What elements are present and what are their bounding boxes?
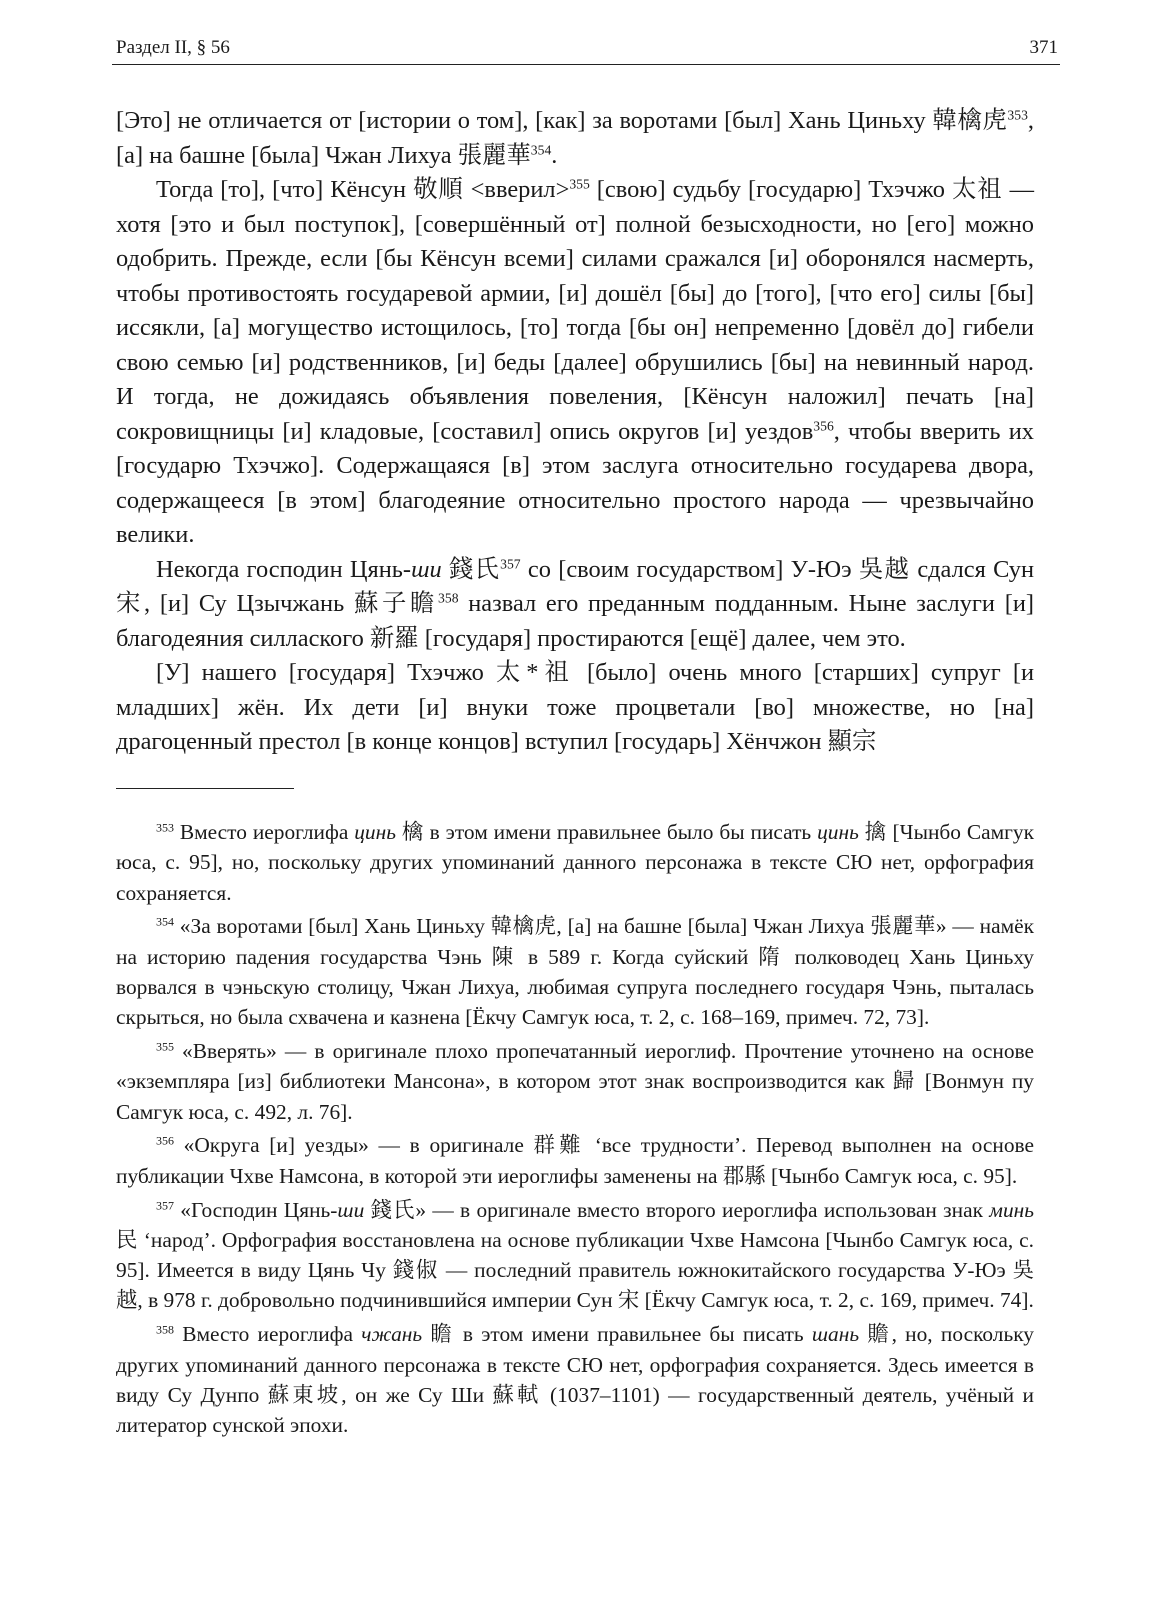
running-header <box>116 36 1058 66</box>
paragraph: [Это] не отличается от [истории о том], [как] за воротами [был] Хань Циньху 韓檎虎$^{353}$, [а] на башне [была] Чжан Лихуа 張麗華$^{354}$. <box>116 107 1034 169</box>
footnotes <box>116 817 1034 1444</box>
footnote-separator <box>116 788 294 789</box>
footnote: $^{357}$ «Господин Цянь-ши 錢氏» — в оригинале вместо второго иероглифа использован знак минь 民 ‘народ’. Орфография восстановлена на основе публикации Чхве Намсона [Чынбо Самгук юса, с. 95]. Имеется в виду Цянь Чу 錢俶 — последний правитель южнокитайского государства У-Юэ 吳越, в 978 г. добровольно подчинившийся империи Сун 宋 [Ёкчу Самгук юса, т. 2, с. 169, примеч. 74]. <box>116 1197 1034 1313</box>
footnote: $^{358}$ Вместо иероглифа чжань 瞻 в этом имени правильнее бы писать шань 贍, но, поскольку других упоминаний данного персонажа в тексте СЮ нет, орфография сохраняется. Здесь имеется в виду Су Дунпо 蘇東坡, он же Су Ши 蘇軾 (1037–1101) — государственный деятель, учёный и литератор сунской эпохи. <box>116 1322 1034 1438</box>
footnote: $^{356}$ «Округа [и] уезды» — в оригинале 群難 ‘все трудности’. Перевод выполнен на основе публикации Чхве Намсона, в которой эти иероглифы заменены на 郡縣 [Чынбо Самгук юса, с. 95]. <box>116 1133 1034 1188</box>
footnote: $^{354}$ «За воротами [был] Хань Циньху 韓檎虎, [а] на башне [была] Чжан Лихуа 張麗華» — намёк на историю падения государства Чэнь 陳 в 589 г. Когда суйский 隋 полководец Хань Циньху ворвался в чэньскую столицу, Чжан Лихуа, любимая супруга последнего государя Чэнь, пыталась скрыться, но была схвачена и казнена [Ёкчу Самгук юса, т. 2, с. 168–169, примеч. 72, 73]. <box>116 914 1034 1030</box>
section-label: Раздел II, § 56 <box>116 37 230 58</box>
page-number: 371 <box>1029 37 1058 58</box>
main-text <box>116 104 1034 760</box>
header-rule <box>112 64 1060 65</box>
footnote: $^{353}$ Вместо иероглифа цинь 檎 в этом имени правильнее было бы писать цинь 擒 [Чынбо Самгук юса, с. 95], но, поскольку других упоминаний данного персонажа в тексте СЮ нет, орфография сохраняется. <box>116 820 1035 905</box>
paragraph: Тогда [то], [что] Кёнсун 敬順 <вверил>$^{355}$ [свою] судьбу [государю] Тхэчжо 太祖 — хотя [это и был поступок], [совершённый от] полной безысходности, но [его] можно одобрить. Прежде, если [бы Кёнсун всеми] силами сражался [и] оборонялся насмерть, чтобы противостоять государевой армии, [и] дошёл [бы] до [того], [что его] силы [бы] иссякли, [а] могущество истощилось, [то] тогда [бы он] непременно [довёл до] гибели свою семью [и] родственников, [и] беды [далее] обрушились [бы] на невинный народ. И тогда, не дожидаясь объявления повеления, [Кёнсун наложил] печать [на] сокровищницы [и] кладовые, [составил] опись округов [и] уездов$^{356}$, чтобы вверить их [государю Тхэчжо]. Содержащаяся [в] этом заслуга относительно государева двора, содержащееся [в этом] благодеяние относительно простого народа — чрезвычайно велики. <box>116 176 1034 548</box>
paragraph: Некогда господин Цянь-ши 錢氏$^{357}$ со [своим государством] У-Юэ 吳越 сдался Сун 宋, [и] Су Цзычжань 蘇子瞻$^{358}$ назвал его преданным подданным. Ныне заслуги [и] благодеяния силлаского 新羅 [государя] простираются [ещё] далее, чем это. <box>116 555 1034 652</box>
paragraph: [У] нашего [государя] Тхэчжо 太*祖 [было] очень много [старших] супруг [и младших] жён. Их дети [и] внуки тоже процветали [во] множестве, но [на] драгоценный престол [в конце концов] вступил [государь] Хёнчжон 顯宗 <box>116 659 1034 755</box>
footnote: $^{355}$ «Вверять» — в оригинале плохо пропечатанный иероглиф. Прочтение уточнено на основе «экземпляра [из] библиотеки Мансона», в котором этот знак воспроизводится как 歸 [Вонмун пу Самгук юса, с. 492, л. 76]. <box>116 1039 1034 1124</box>
